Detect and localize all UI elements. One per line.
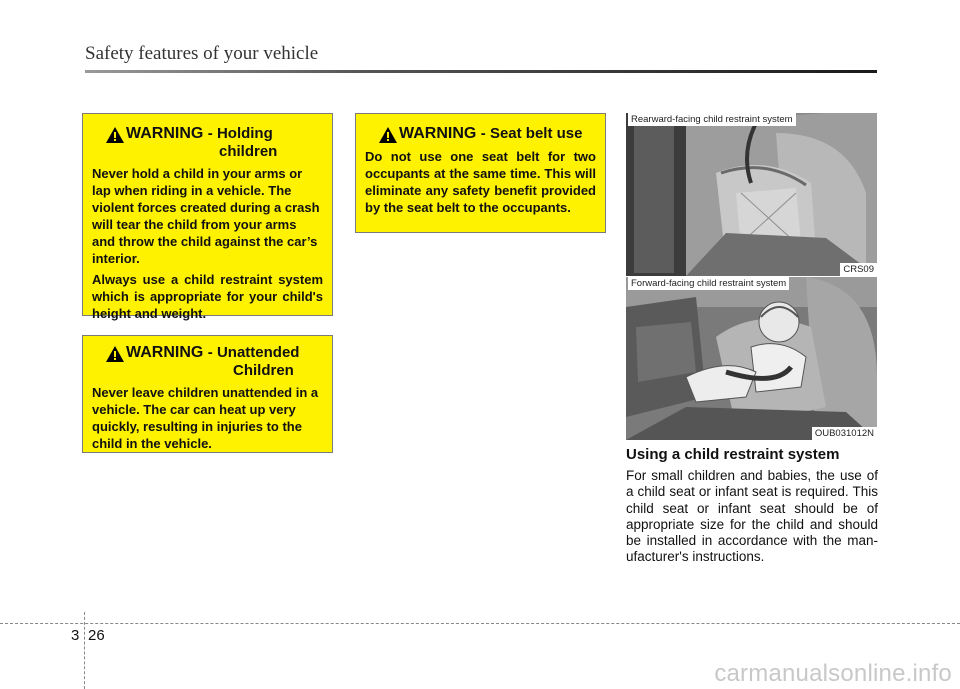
- warning-unattended-children: [82, 335, 333, 453]
- warning-paragraph: Always use a child restraint system which is appropriate for your child's height and weight.: [92, 272, 323, 321]
- page-number: 26: [88, 627, 105, 644]
- figure-label: Rearward-facing child restraint system: [628, 113, 796, 126]
- warning-header: [92, 125, 323, 160]
- warning-triangle-icon: [106, 127, 124, 143]
- warning-word: WARNING: [126, 125, 204, 142]
- warning-body: [365, 148, 596, 216]
- warning-title: - Unattended: [207, 344, 300, 361]
- warning-holding-children: [82, 113, 333, 321]
- footer-divider: [0, 623, 960, 624]
- figure-rearward-facing: [626, 113, 877, 276]
- warning-title: - Seat belt use: [480, 125, 583, 142]
- warning-header: [365, 125, 596, 143]
- figure-forward-facing: [626, 277, 877, 440]
- warning-word: WARNING: [126, 344, 204, 361]
- warning-triangle-icon: [106, 346, 124, 362]
- warning-triangle-icon: [379, 127, 397, 143]
- section-body: For small children and babies, the use of a child seat or infant seat is required. This child seat or infant seat should be of appropriate size for the child and should be installed in accordance with the man-ufacturer's instructions.: [626, 468, 878, 565]
- warning-body: [92, 165, 323, 322]
- warning-title: - Holding: [207, 125, 273, 142]
- warning-body: [92, 384, 323, 452]
- warning-paragraph: Do not use one seat belt for two occupants at the same time. This will eliminate any safety benefit provided by the seat belt to the occupants.: [365, 149, 596, 215]
- warning-seat-belt-use: [355, 113, 606, 233]
- warning-title-line2: children: [219, 143, 278, 160]
- warning-header: [92, 344, 323, 379]
- section-heading: Using a child restraint system: [626, 446, 840, 463]
- forward-seat-illustration: [626, 277, 877, 440]
- figure-code: CRS09: [840, 263, 877, 276]
- figure-code: OUB031012N: [812, 427, 877, 440]
- page-header-title: Safety features of your vehicle: [85, 43, 319, 64]
- footer-vertical-divider: [84, 612, 85, 689]
- chapter-number: 3: [71, 627, 80, 644]
- warning-paragraph: Never leave children unattended in a vehicle. The car can heat up very quickly, resulting in injuries to the child in the vehicle.: [92, 385, 319, 451]
- warning-title-line2: Children: [233, 362, 294, 379]
- warning-paragraph: Never hold a child in your arms or lap when riding in a vehicle. The violent forces created during a crash will tear the child from your arms and throw the child against the car’s interior.: [92, 166, 320, 266]
- warning-word: WARNING: [399, 125, 477, 142]
- rearward-seat-illustration: [626, 113, 877, 276]
- figure-label: Forward-facing child restraint system: [628, 277, 789, 290]
- header-rule: [85, 70, 877, 73]
- watermark: carmanualsonline.info: [714, 660, 952, 687]
